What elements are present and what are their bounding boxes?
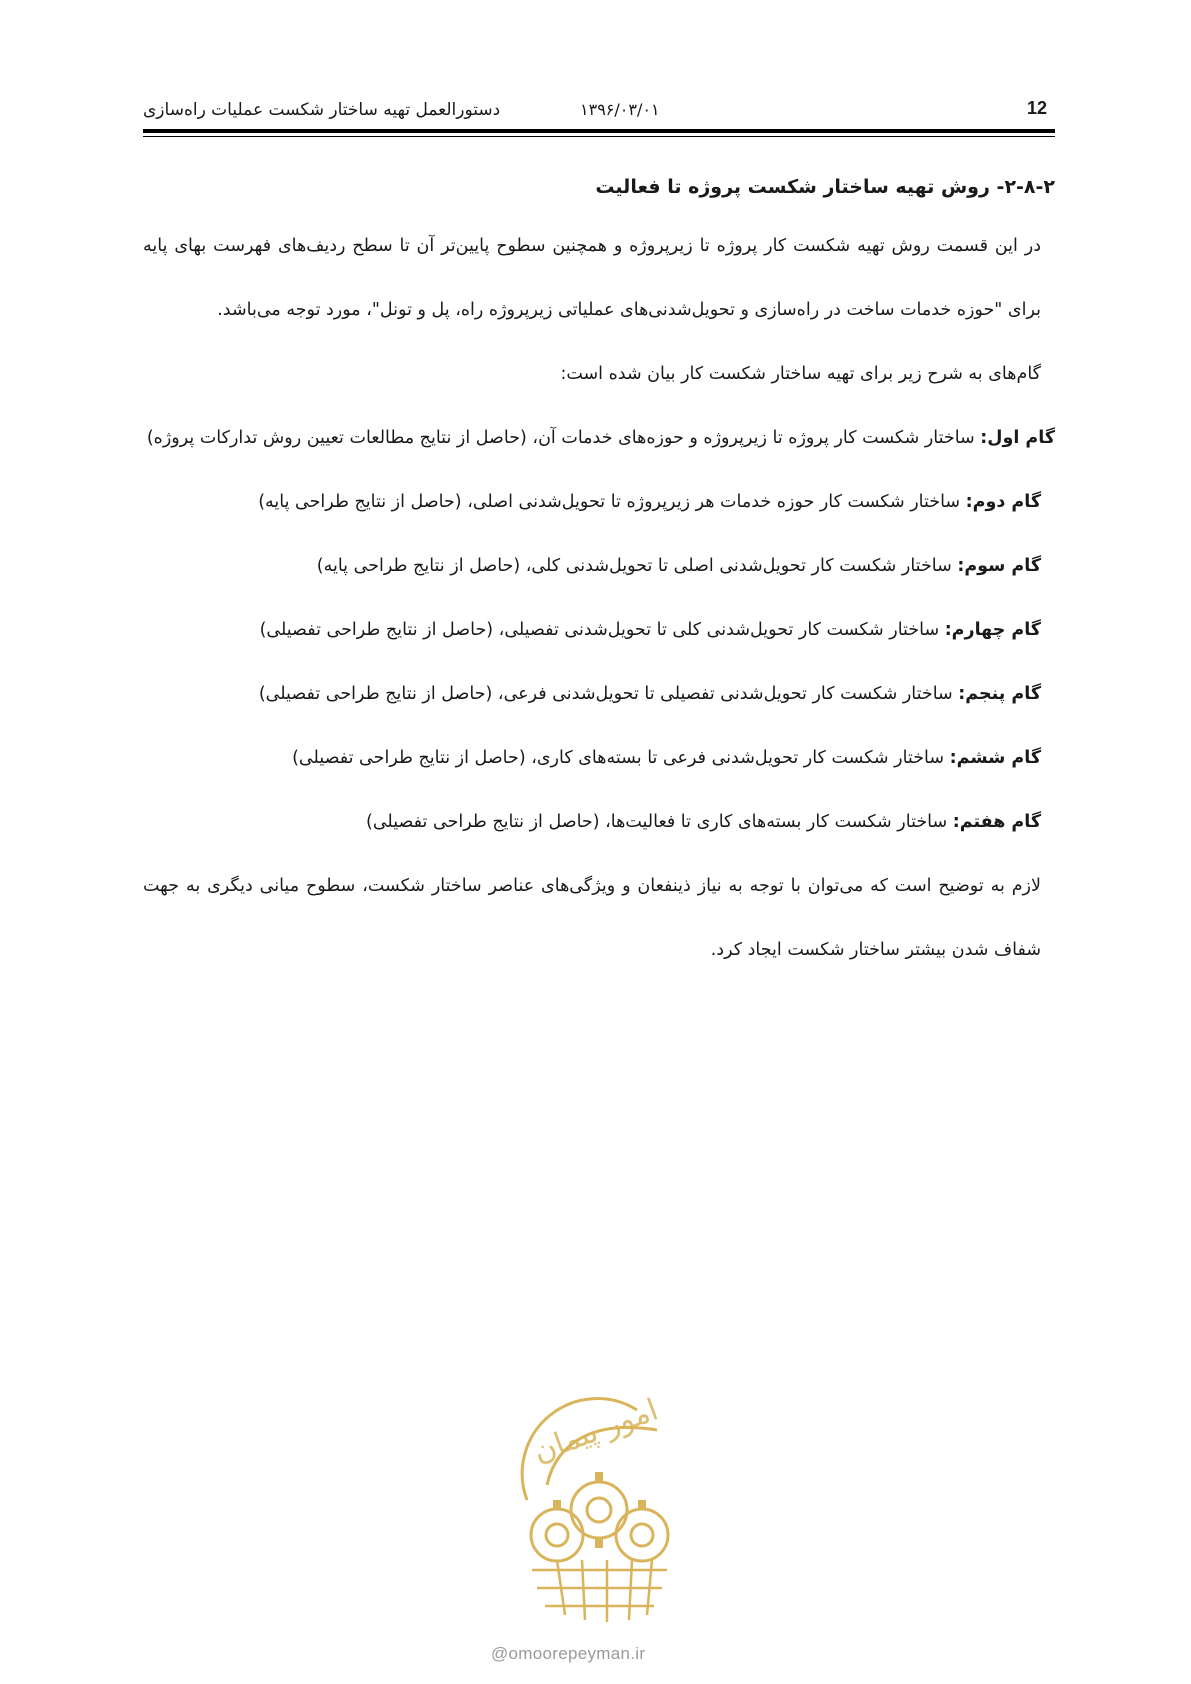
- step-5: [143, 662, 1055, 726]
- section-heading: ۲-۸-۲- روش تهیه ساختار شکست پروژه تا فعالیت: [595, 176, 1055, 198]
- step-label: گام سوم:: [957, 556, 1041, 576]
- closing-paragraph: لازم به توضیح است که می‌توان با توجه به نیاز ذینفعان و ویژگی‌های عناصر ساختار شکست، سطوح میانی دیگری به جهت شفاف شدن بیشتر ساختار شکست ایجاد کرد.: [143, 876, 1041, 960]
- step-4: [143, 598, 1055, 662]
- step-label: گام هفتم:: [952, 812, 1041, 832]
- watermark-logo-icon: [487, 1370, 707, 1630]
- page-number: 12: [1026, 98, 1047, 118]
- step-6: [143, 726, 1055, 790]
- step-label: گام اول:: [980, 428, 1055, 448]
- step-label: گام دوم:: [965, 492, 1041, 512]
- step-7: [143, 790, 1055, 854]
- svg-text:امور پیمان: امور پیمان: [528, 1392, 663, 1470]
- watermark-caption: @omoorepeyman.ir: [491, 1644, 646, 1663]
- page-content: [143, 160, 1055, 982]
- intro-paragraph: در این قسمت روش تهیه شکست کار پروژه تا زیرپروژه و همچنین سطوح پایین‌تر آن تا سطح ردیف‌های فهرست بهای پایه برای "حوزه خدمات ساخت در راه‌سازی و تحویل‌شدنی‌های عملیاتی زیرپروژه راه، پل و تونل"، مورد توجه می‌باشد.: [143, 236, 1041, 320]
- document-date: ۱۳۹۶/۰۳/۰۱: [580, 100, 660, 119]
- step-text: ساختار شکست کار تحویل‌شدنی کلی تا تحویل‌شدنی تفصیلی، (حاصل از نتایج طراحی تفصیلی): [259, 620, 945, 640]
- step-1: [143, 406, 1055, 470]
- step-label: گام ششم:: [949, 748, 1041, 768]
- step-2: [143, 470, 1055, 534]
- step-text: ساختار شکست کار تحویل‌شدنی تفصیلی تا تحویل‌شدنی فرعی، (حاصل از نتایج طراحی تفصیلی): [258, 684, 959, 704]
- page-header: [143, 96, 1055, 126]
- header-rule-thin: [143, 136, 1055, 137]
- step-label: گام پنجم:: [958, 684, 1041, 704]
- step-label: گام چهارم:: [944, 620, 1041, 640]
- step-text: ساختار شکست کار حوزه خدمات هر زیرپروژه تا تحویل‌شدنی اصلی، (حاصل از نتایج طراحی پایه): [258, 492, 966, 512]
- step-text: ساختار شکست کار پروژه تا زیرپروژه و حوزه‌های خدمات آن، (حاصل از نتایج مطالعات تعیین روش تدارکات پروژه): [146, 428, 981, 448]
- steps-intro: گام‌های به شرح زیر برای تهیه ساختار شکست کار بیان شده است:: [560, 364, 1041, 384]
- step-text: ساختار شکست کار بسته‌های کاری تا فعالیت‌ها، (حاصل از نتایج طراحی تفصیلی): [366, 812, 953, 832]
- step-3: [143, 534, 1055, 598]
- document-title: دستورالعمل تهیه ساختار شکست عملیات راه‌سازی: [143, 100, 501, 120]
- step-text: ساختار شکست کار تحویل‌شدنی فرعی تا بسته‌های کاری، (حاصل از نتایج طراحی تفصیلی): [292, 748, 950, 768]
- step-text: ساختار شکست کار تحویل‌شدنی اصلی تا تحویل‌شدنی کلی، (حاصل از نتایج طراحی پایه): [316, 556, 958, 576]
- header-rule-thick: [143, 129, 1055, 133]
